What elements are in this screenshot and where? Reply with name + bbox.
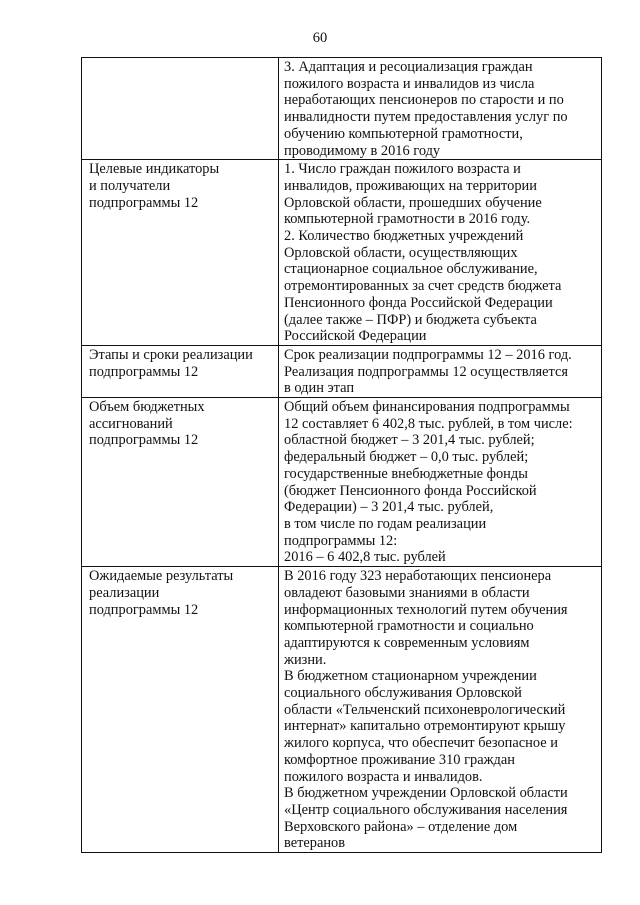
label-line: реализации [89,584,160,601]
text-line: инвалидности путем предоставления услуг по [284,109,568,126]
label-line: подпрограммы 12 [89,432,199,449]
text-line: овладеют базовыми знаниями в области [284,584,530,601]
text-line: компьютерной грамотности и социально [284,618,534,635]
text-line: адаптируются к современным условиям [284,634,530,651]
row-label-cell [82,58,279,160]
text-line: областной бюджет – 3 201,4 тыс. рублей; [284,432,535,449]
text-line: Верховского района» – отделение дом [284,818,518,835]
text-line: в один этап [284,380,355,397]
row-label-cell [82,567,279,853]
text-line: 12 составляет 6 402,8 тыс. рублей, в том числе: [284,415,573,432]
label-line: и получатели [89,177,171,194]
label-line: подпрограммы 12 [89,601,199,618]
text-line: жизни. [284,651,327,668]
text-line: компьютерной грамотности в 2016 году. [284,211,531,228]
text-line: неработающих пенсионеров по старости и по [284,92,564,109]
text-line: в том числе по годам реализации [284,515,487,532]
text-line: (бюджет Пенсионного фонда Российской [284,482,537,499]
text-line: ветеранов [284,835,346,852]
text-line: Срок реализации подпрограммы 12 – 2016 год. [284,346,572,363]
table-row [82,567,602,853]
row-content-cell [279,398,602,567]
text-line: отремонтированных за счет средств бюджета [284,278,562,295]
text-line: федеральный бюджет – 0,0 тыс. рублей; [284,449,529,466]
text-line: инвалидов, проживающих на территории [284,177,537,194]
table-row [82,160,602,346]
text-line: подпрограммы 12: [284,532,398,549]
text-line: государственные внебюджетные фонды [284,465,528,482]
label-line: подпрограммы 12 [89,363,199,380]
label-line: подпрограммы 12 [89,194,199,211]
text-line: 2. Количество бюджетных учреждений [284,228,524,245]
row-content-cell [279,160,602,346]
text-line: Общий объем финансирования подпрограммы [284,399,570,416]
text-line: 3. Адаптация и ресоциализация граждан [284,59,533,75]
text-line: В бюджетном стационарном учреждении [284,668,537,685]
row-label-cell [82,398,279,567]
table-row [82,58,602,160]
text-line: пожилого возраста и инвалидов из числа [284,75,535,92]
label-line: Ожидаемые результаты [89,568,234,585]
text-line: В 2016 году 323 неработающих пенсионера [284,568,552,585]
text-line: Реализация подпрограммы 12 осуществляется [284,363,569,380]
page-number: 60 [312,30,328,46]
row-content-cell [279,345,602,397]
table-row [82,398,602,567]
text-line: жилого корпуса, что обеспечит безопасное и [284,735,558,752]
text-line: «Центр социального обслуживания населения [284,801,568,818]
label-line: ассигнований [89,415,173,432]
table-row [82,345,602,397]
text-line: Орловской области, осуществляющих [284,244,518,261]
text-line: проводимому в 2016 году [284,142,441,159]
row-content-cell [279,567,602,853]
text-line: интернат» капитально отремонтируют крышу [284,718,566,735]
text-line: социального обслуживания Орловской [284,685,522,702]
label-line: Этапы и сроки реализации [89,346,253,363]
text-line: комфортное проживание 310 граждан [284,751,515,768]
text-line: 2016 – 6 402,8 тыс. рублей [284,549,446,566]
text-line: Орловской области, прошедших обучение [284,194,542,211]
row-content-cell [279,58,602,160]
text-line: Пенсионного фонда Российской Федерации [284,294,553,311]
text-line: В бюджетном учреждении Орловской области [284,785,568,802]
text-line: обучению компьютерной грамотности, [284,125,523,142]
label-line: Целевые индикаторы [89,161,220,178]
text-line: информационных технологий путем обучения [284,601,568,618]
text-line: Российской Федерации [284,328,427,345]
passport-table [81,57,602,853]
text-line: стационарное социальное обслуживание, [284,261,538,278]
label-line: Объем бюджетных [89,399,205,416]
text-line: 1. Число граждан пожилого возраста и [284,161,521,178]
row-label-cell [82,345,279,397]
text-line: (далее также – ПФР) и бюджета субъекта [284,311,537,328]
text-line: Федерации) – 3 201,4 тыс. рублей, [284,499,494,516]
text-line: пожилого возраста и инвалидов. [284,768,483,785]
text-line: области «Тельченский психоневрологический [284,701,566,718]
row-label-cell [82,160,279,346]
